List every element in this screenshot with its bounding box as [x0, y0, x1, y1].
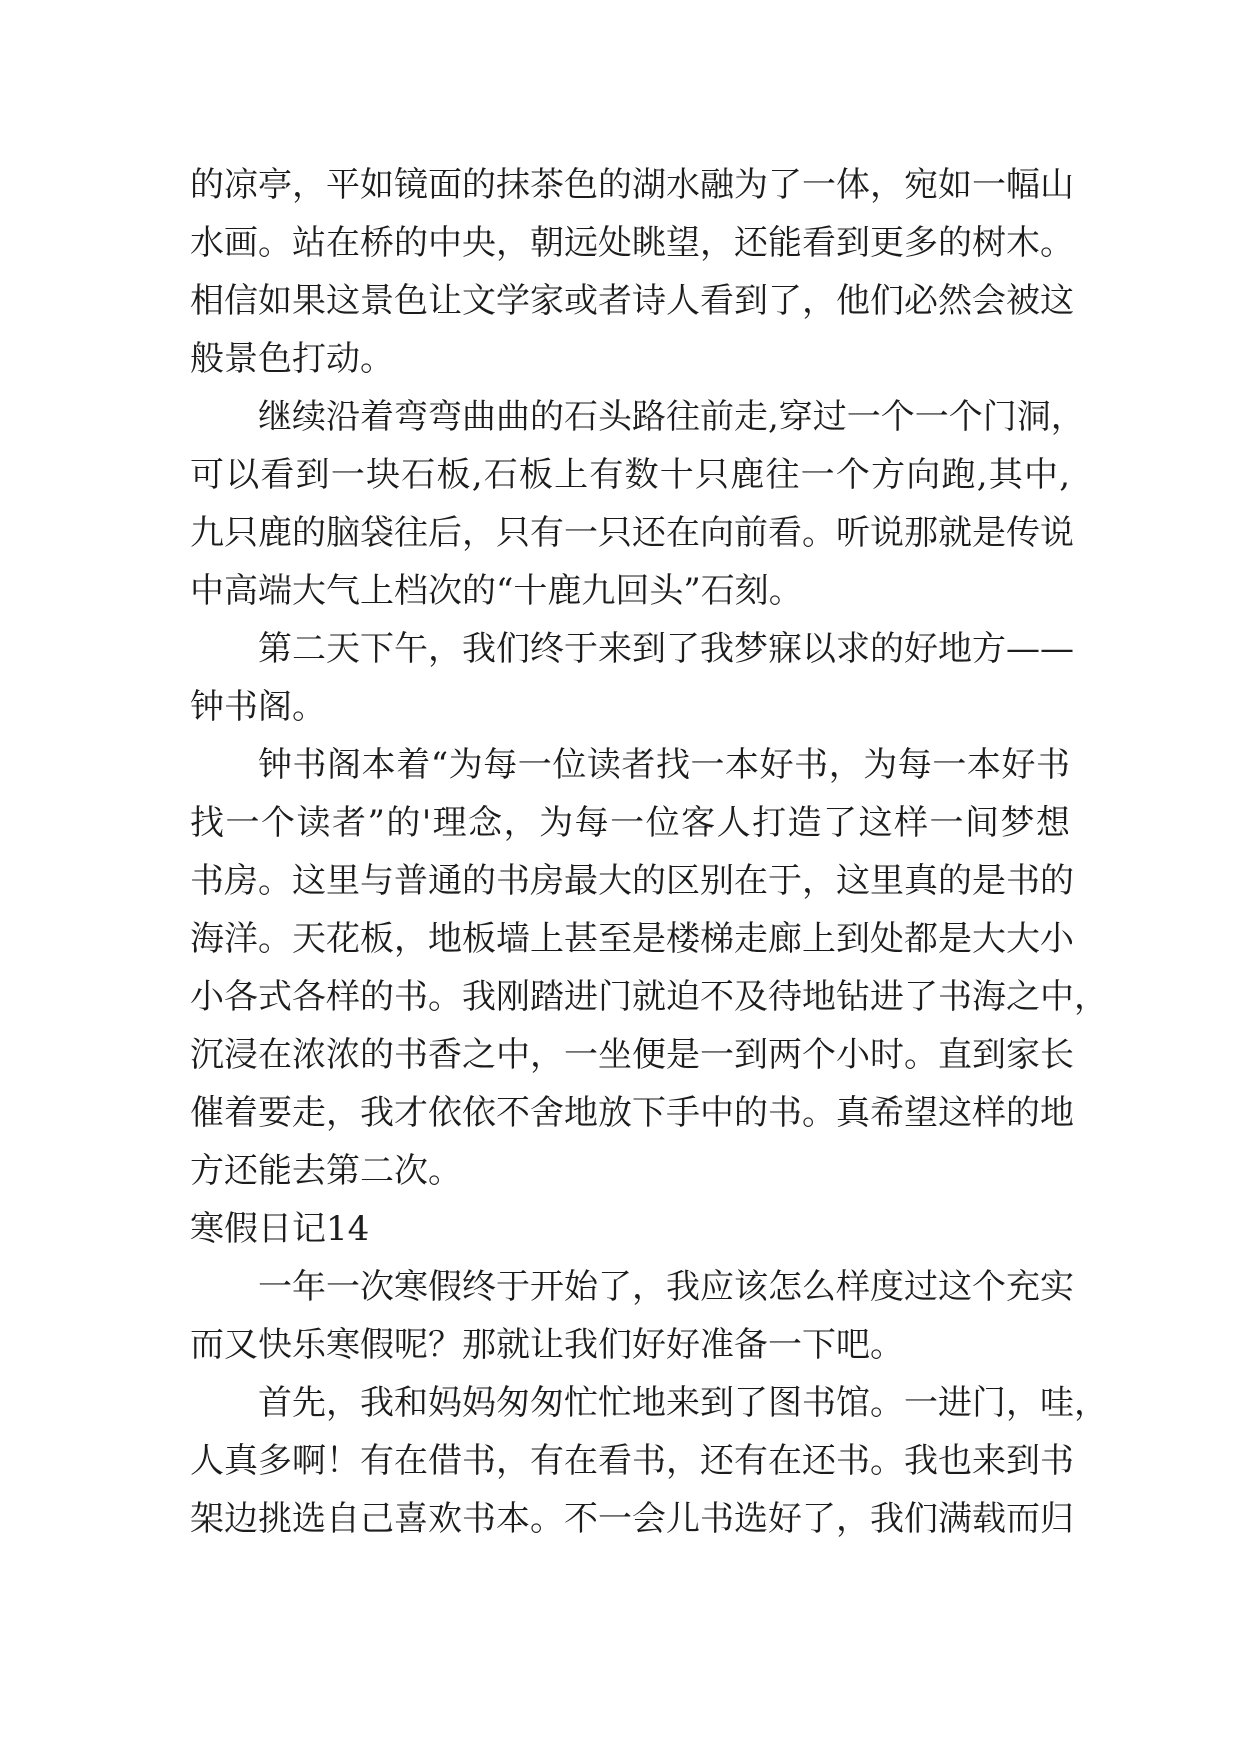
- text-line: 钟书阁。: [190, 687, 326, 727]
- text-line: 般景色打动。: [190, 339, 394, 379]
- text-line: 书房。这里与普通的书房最大的区别在于，这里真的是书的: [190, 861, 1074, 901]
- text-line: 相信如果这景色让文学家或者诗人看到了，他们必然会被这: [190, 281, 1074, 321]
- text-line: 海洋。天花板，地板墙上甚至是楼梯走廊上到处都是大大小: [190, 919, 1074, 959]
- text-line: 找一个读者”的'理念，为每一位客人打造了这样一间梦想: [190, 803, 1070, 843]
- text-line: 的凉亭，平如镜面的抹茶色的湖水融为了一体，宛如一幅山: [190, 165, 1074, 205]
- text-line: 催着要走，我才依依不舍地放下手中的书。真希望这样的地: [190, 1093, 1074, 1133]
- text-line: 可以看到一块石板,石板上有数十只鹿往一个方向跑,其中,: [190, 455, 1070, 495]
- text-line: 沉浸在浓浓的书香之中，一坐便是一到两个小时。直到家长: [190, 1035, 1074, 1075]
- document-body: [190, 156, 1108, 1548]
- text-line: 方还能去第二次。: [190, 1151, 462, 1191]
- text-line: 中高端大气上档次的“十鹿九回头”石刻。: [190, 571, 803, 611]
- paragraph-first-line: 继续沿着弯弯曲曲的石头路往前走,穿过一个一个门洞，: [258, 397, 1085, 437]
- paragraph-first-line: 钟书阁本着“为每一位读者找一本好书，为每一本好书: [258, 745, 1070, 785]
- paragraph-first-line: 首先，我和妈妈匆匆忙忙地来到了图书馆。一进门，哇，: [258, 1383, 1108, 1423]
- text-line: 人真多啊！有在借书，有在看书，还有在还书。我也来到书: [190, 1441, 1074, 1481]
- text-line: 小各式各样的书。我刚踏进门就迫不及待地钻进了书海之中，: [190, 977, 1108, 1017]
- section-heading: 寒假日记14: [190, 1209, 370, 1249]
- text-line: 而又快乐寒假呢？那就让我们好好准备一下吧。: [190, 1325, 904, 1365]
- text-line: 水画。站在桥的中央，朝远处眺望，还能看到更多的树木。: [190, 223, 1074, 263]
- text-line: 九只鹿的脑袋往后，只有一只还在向前看。听说那就是传说: [190, 513, 1074, 553]
- paragraph-first-line: 第二天下午，我们终于来到了我梦寐以求的好地方——: [258, 629, 1074, 669]
- text-line: 架边挑选自己喜欢书本。不一会儿书选好了，我们满载而归: [190, 1499, 1074, 1539]
- paragraph-first-line: 一年一次寒假终于开始了，我应该怎么样度过这个充实: [258, 1267, 1074, 1307]
